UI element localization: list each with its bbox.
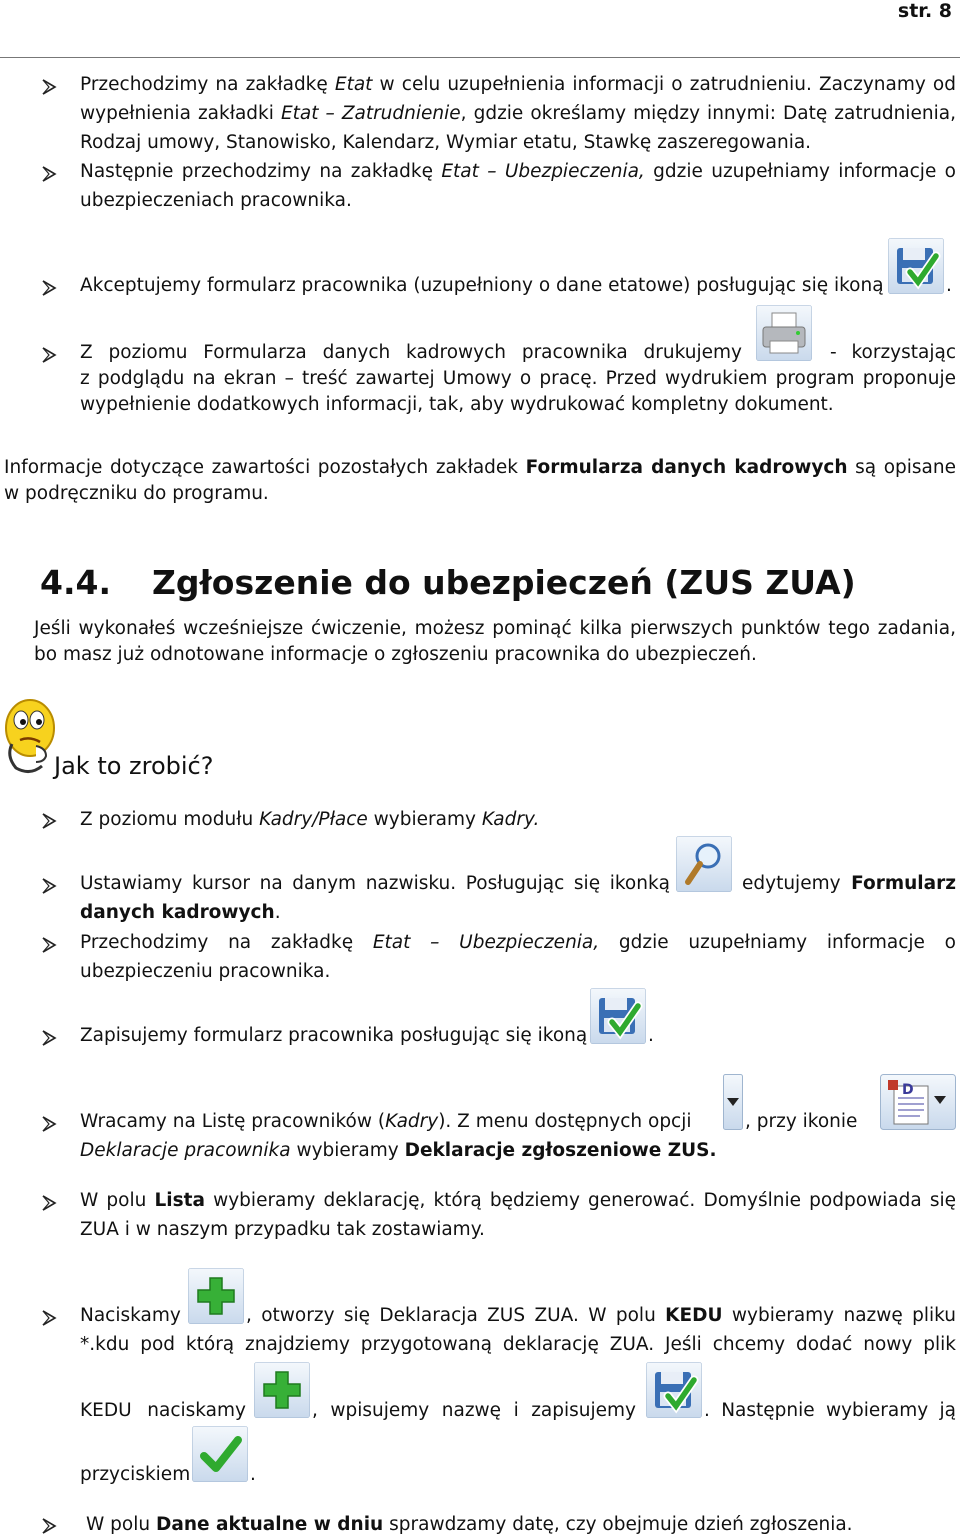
s4-dot: .	[648, 1025, 654, 1046]
s3-line1: Przechodzimy na zakładkę Etat – Ubezpieczenia, gdzie uzupełniamy informacje o	[80, 932, 956, 953]
s7-line1-b: , otworzy się Deklaracja ZUS ZUA. W polu KEDU wybieramy nazwę pliku	[246, 1305, 957, 1326]
bullet-arrow-icon	[40, 78, 58, 96]
s6-line2: ZUA i w naszym przypadku tak zostawiamy.	[80, 1219, 485, 1240]
b1-line1: Przechodzimy na zakładkę Etat w celu uzupełnienia informacji o zatrudnieniu. Zaczynamy od	[80, 74, 956, 95]
s5-line2: Deklaracje pracownika wybieramy Deklaracje zgłoszeniowe ZUS.	[80, 1140, 717, 1161]
s7-line1-a: Naciskamy	[80, 1305, 181, 1326]
save-check-icon[interactable]	[646, 1362, 702, 1418]
bullet-arrow-icon	[40, 279, 58, 297]
bullet-arrow-icon	[40, 346, 58, 364]
how-to-heading: Jak to zrobić?	[54, 752, 214, 780]
s7-line3-b: , wpisujemy nazwę i zapisujemy	[312, 1400, 636, 1421]
b1-line2: wypełnienia zakładki Etat – Zatrudnienie, gdzie określamy między innymi: Datę zatrudnienia,	[80, 103, 956, 124]
bullet-arrow-icon	[40, 1115, 58, 1133]
b4-line1-b: - korzystając	[830, 342, 956, 363]
header-rule	[0, 57, 960, 58]
s4-text: Zapisujemy formularz pracownika posługując się ikoną	[80, 1025, 588, 1046]
printer-icon[interactable]	[756, 305, 812, 361]
b4-line2: z podglądu na ekran – treść zawartej Umowy o pracę. Przed wydrukiem program proponuje	[80, 368, 956, 389]
magnifier-edit-icon[interactable]	[676, 836, 732, 892]
b3-text: Akceptujemy formularz pracownika (uzupełniony o dane etatowe) posługując się ikoną	[80, 275, 884, 296]
p1-line1: Informacje dotyczące zawartości pozostałych zakładek Formularza danych kadrowych są opisane	[4, 457, 956, 478]
plus-add-icon[interactable]	[254, 1362, 310, 1418]
save-check-icon[interactable]	[888, 238, 944, 294]
b1-line3: Rodzaj umowy, Stanowisko, Kalendarz, Wymiar etatu, Stawkę zaszeregowania.	[80, 132, 812, 153]
bullet-arrow-icon	[40, 936, 58, 954]
s2-line2: danych kadrowych.	[80, 902, 281, 923]
checkmark-icon[interactable]	[192, 1426, 248, 1482]
save-check-icon[interactable]	[590, 988, 646, 1044]
p2-line2: bo masz już odnotowane informacje o zgłoszeniu pracownika do ubezpieczeń.	[34, 644, 757, 665]
s5-line1-a: Wracamy na Listę pracowników (Kadry). Z menu dostępnych opcji	[80, 1111, 692, 1132]
s1-text: Z poziomu modułu Kadry/Płace wybieramy Kadry.	[80, 809, 540, 830]
b2-line2: ubezpieczeniach pracownika.	[80, 190, 352, 211]
s5-line1-b: , przy ikonie	[745, 1111, 858, 1132]
b2-line1: Następnie przechodzimy na zakładkę Etat – Ubezpieczenia, gdzie uzupełniamy informacje o	[80, 161, 956, 182]
s2-line1-a: Ustawiamy kursor na danym nazwisku. Posługując się ikonką	[80, 873, 670, 894]
thinking-face-icon	[2, 696, 58, 776]
bullet-arrow-icon	[40, 1194, 58, 1212]
b4-line1-a: Z poziomu Formularza danych kadrowych pracownika drukujemy	[80, 342, 742, 363]
p2-line1: Jeśli wykonałeś wcześniejsze ćwiczenie, możesz pominąć kilka pierwszych punktów tego zadania,	[34, 618, 956, 639]
b4-line3: wypełnienie dodatkowych informacji, tak, aby wydrukować kompletny dokument.	[80, 394, 834, 415]
s7-line3-a: KEDU naciskamy	[80, 1400, 246, 1421]
p1-line2: w podręczniku do programu.	[4, 483, 269, 504]
s7-line4-b: .	[250, 1464, 256, 1485]
bullet-arrow-icon	[40, 1309, 58, 1327]
s6-line1: W polu Lista wybieramy deklarację, którą będziemy generować. Domyślnie podpowiada się	[80, 1190, 956, 1211]
bullet-arrow-icon	[40, 1517, 58, 1535]
bullet-arrow-icon	[40, 165, 58, 183]
s7-line2: *.kdu pod którą znajdziemy przygotowaną deklarację ZUA. Jeśli chcemy dodać nowy plik	[80, 1334, 956, 1355]
s7-line3-c: . Następnie wybieramy ją	[704, 1400, 956, 1421]
plus-add-icon[interactable]	[188, 1268, 244, 1324]
s2-line1-b: edytujemy Formularz	[742, 873, 956, 894]
s3-line2: ubezpieczeniu pracownika.	[80, 961, 331, 982]
section-title: Zgłoszenie do ubezpieczeń (ZUS ZUA)	[152, 563, 856, 602]
bullet-arrow-icon	[40, 812, 58, 830]
options-dropdown-icon[interactable]	[723, 1074, 743, 1130]
page-number: str. 8	[897, 0, 952, 22]
bullet-arrow-icon	[40, 1029, 58, 1047]
b3-dot: .	[946, 275, 952, 296]
bullet-arrow-icon	[40, 877, 58, 895]
s8-text: W polu Dane aktualne w dniu sprawdzamy datę, czy obejmuje dzień zgłoszenia.	[86, 1514, 853, 1535]
s7-line4-a: przyciskiem	[80, 1464, 191, 1485]
section-number: 4.4.	[40, 563, 111, 602]
declaration-dropdown-icon[interactable]	[880, 1074, 956, 1130]
